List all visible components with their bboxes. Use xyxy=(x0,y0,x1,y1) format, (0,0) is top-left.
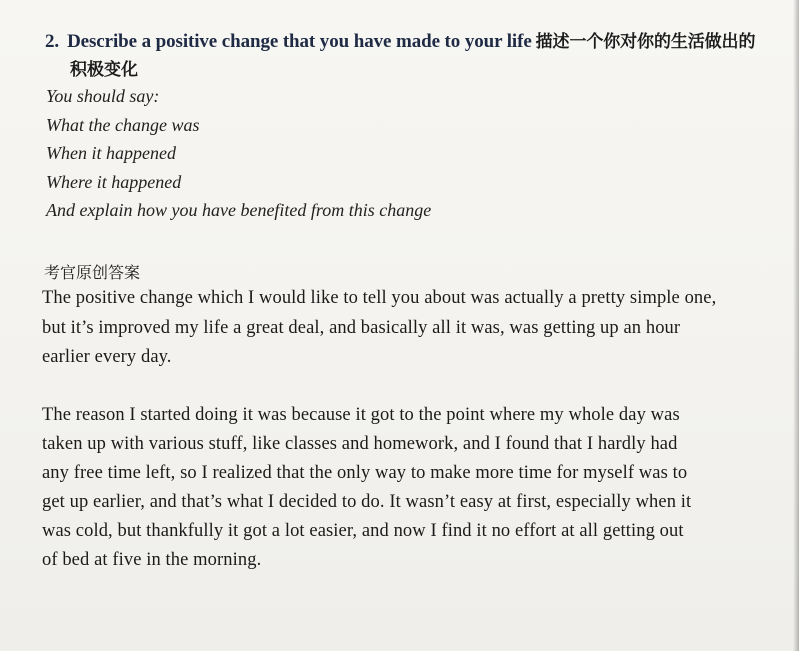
paragraph-2-line: was cold, but thankfully it got a lot easier, and now I find it no effort at all getting out xyxy=(42,521,684,541)
prompt-item: And explain how you have benefited from this change xyxy=(46,200,432,220)
question-title xyxy=(45,27,755,53)
paragraph-2-line: taken up with various stuff, like classes and homework, and I found that I hardly had xyxy=(42,434,678,454)
question-chinese-part2: 积极变化 xyxy=(70,60,138,80)
paragraph-2-line: The reason I started doing it was because it got to the point where my whole day was xyxy=(42,405,680,425)
paragraph-2-line: get up earlier, and that’s what I decided to do. It wasn’t easy at first, especially when it xyxy=(42,492,692,512)
question-number: 2. xyxy=(45,31,60,52)
paragraph-2-line: any free time left, so I realized that the only way to make more time for myself was to xyxy=(42,463,688,483)
page-edge-shadow xyxy=(793,0,799,651)
prompt-intro: You should say: xyxy=(46,86,160,106)
paragraph-1-line: earlier every day. xyxy=(42,347,172,367)
paragraph-1-line: The positive change which I would like to tell you about was actually a pretty simple one, xyxy=(42,288,717,308)
answer-heading: 考官原创答案 xyxy=(44,263,141,282)
question-chinese-part1: 描述一个你对你的生活做出的 xyxy=(535,32,756,52)
question-english: Describe a positive change that you have made to your life xyxy=(67,31,532,52)
prompt-item: When it happened xyxy=(46,143,176,163)
prompt-item: What the change was xyxy=(46,115,200,135)
paragraph-1-line: but it’s improved my life a great deal, and basically all it was, was getting up an hour xyxy=(42,318,681,338)
paragraph-2-line: of bed at five in the morning. xyxy=(42,550,262,570)
prompt-item: Where it happened xyxy=(46,172,182,192)
